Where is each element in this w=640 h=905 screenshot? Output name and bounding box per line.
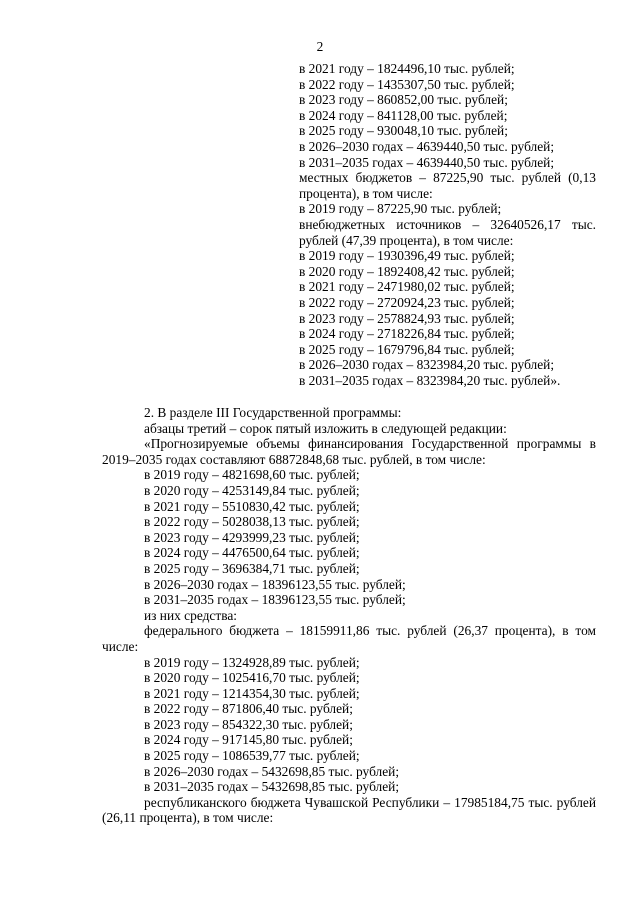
funding-line: в 2025 году – 930048,10 тыс. рублей; bbox=[299, 123, 508, 139]
funding-line: в 2021 году – 5510830,42 тыс. рублей; bbox=[144, 498, 360, 514]
funding-line: в 2021 году – 1214354,30 тыс. рублей; bbox=[144, 685, 360, 701]
funding-line: внебюджетных источников – 32640526,17 тыс. рублей (47,39 процента), в том числе: bbox=[299, 216, 596, 248]
body-paragraph: «Прогнозируемые объемы финансирования Государственной программы в 2019–2035 годах составляют 68872848,68 тыс. рублей, в том числе: bbox=[102, 436, 596, 467]
funding-line: в 2031–2035 годах – 18396123,55 тыс. рублей; bbox=[144, 592, 406, 608]
funding-line: в 2024 году – 4476500,64 тыс. рублей; bbox=[144, 545, 360, 561]
funding-line: в 2019 году – 1324928,89 тыс. рублей; bbox=[144, 654, 360, 670]
funding-line: в 2024 году – 917145,80 тыс. рублей; bbox=[144, 732, 353, 748]
funding-line: в 2026–2030 годах – 5432698,85 тыс. рублей; bbox=[144, 763, 400, 779]
funding-line: в 2022 году – 2720924,23 тыс. рублей; bbox=[299, 294, 515, 310]
funding-line: абзацы третий – сорок пятый изложить в следующей редакции: bbox=[144, 420, 507, 436]
funding-line: в 2023 году – 860852,00 тыс. рублей; bbox=[299, 92, 508, 108]
funding-line: в 2031–2035 годах – 8323984,20 тыс. рублей». bbox=[299, 372, 561, 388]
funding-line: 2. В разделе III Государственной программы: bbox=[144, 405, 402, 420]
section-iii-amendment bbox=[102, 405, 596, 826]
funding-line: в 2025 году – 1086539,77 тыс. рублей; bbox=[144, 748, 360, 764]
body-paragraph: республиканского бюджета Чувашской Республики – 17985184,75 тыс. рублей (26,11 процента), в том числе: bbox=[102, 794, 596, 826]
funding-line: в 2031–2035 годах – 4639440,50 тыс. рублей; bbox=[299, 154, 555, 170]
funding-line: в 2024 году – 841128,00 тыс. рублей; bbox=[299, 107, 508, 123]
funding-line: в 2019 году – 4821698,60 тыс. рублей; bbox=[144, 467, 360, 483]
funding-line: в 2021 году – 2471980,02 тыс. рублей; bbox=[299, 279, 515, 295]
funding-line: в 2022 году – 871806,40 тыс. рублей; bbox=[144, 701, 353, 717]
funding-line: в 2026–2030 годах – 18396123,55 тыс. рублей; bbox=[144, 576, 406, 592]
body-paragraph: федерального бюджета – 18159911,86 тыс. рублей (26,37 процента), в том числе: bbox=[102, 623, 596, 654]
funding-line: в 2026–2030 годах – 8323984,20 тыс. рублей; bbox=[299, 357, 555, 373]
funding-line: в 2020 году – 4253149,84 тыс. рублей; bbox=[144, 482, 360, 498]
funding-line: в 2023 году – 854322,30 тыс. рублей; bbox=[144, 716, 353, 732]
funding-line: в 2025 году – 1679796,84 тыс. рублей; bbox=[299, 341, 515, 357]
funding-line: в 2019 году – 1930396,49 тыс. рублей; bbox=[299, 248, 515, 264]
funding-line: в 2024 году – 2718226,84 тыс. рублей; bbox=[299, 326, 515, 342]
funding-line: местных бюджетов – 87225,90 тыс. рублей (0,13 процента), в том числе: bbox=[299, 170, 596, 201]
funding-line: в 2020 году – 1892408,42 тыс. рублей; bbox=[299, 263, 515, 279]
funding-line: в 2023 году – 4293999,23 тыс. рублей; bbox=[144, 529, 360, 545]
funding-line: в 2026–2030 годах – 4639440,50 тыс. рублей; bbox=[299, 138, 555, 154]
funding-line: из них средства: bbox=[144, 607, 238, 623]
funding-line: в 2020 году – 1025416,70 тыс. рублей; bbox=[144, 670, 360, 686]
page-number: 2 bbox=[316, 39, 324, 54]
funding-line: в 2023 году – 2578824,93 тыс. рублей; bbox=[299, 310, 515, 326]
funding-line: в 2031–2035 годах – 5432698,85 тыс. рублей; bbox=[144, 779, 400, 795]
funding-line: в 2022 году – 1435307,50 тыс. рублей; bbox=[299, 76, 515, 92]
funding-line: в 2021 году – 1824496,10 тыс. рублей; bbox=[299, 61, 515, 76]
funding-line: в 2019 году – 87225,90 тыс. рублей; bbox=[299, 201, 502, 217]
funding-line: в 2022 году – 5028038,13 тыс. рублей; bbox=[144, 514, 360, 530]
continued-funding-column bbox=[299, 61, 596, 388]
funding-line: в 2025 году – 3696384,71 тыс. рублей; bbox=[144, 560, 360, 576]
